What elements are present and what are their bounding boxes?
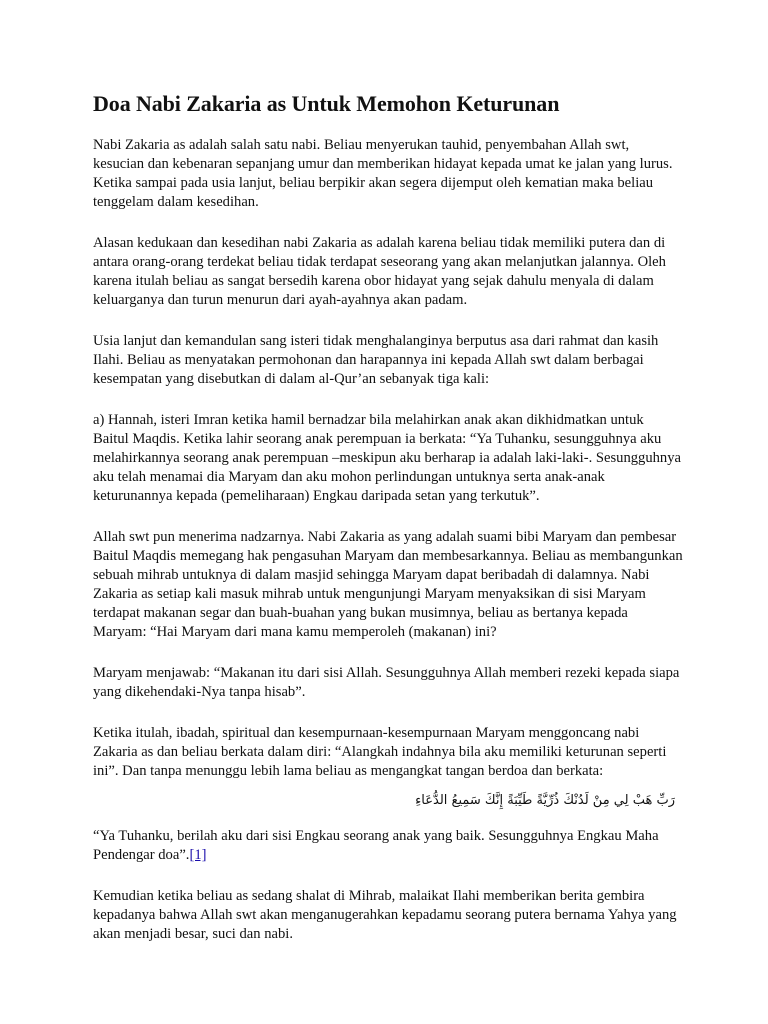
paragraph-1: Nabi Zakaria as adalah salah satu nabi. Beliau menyerukan tauhid, penyembahan Allah swt, kesucian dan kebenaran sepanjang umur dan memberikan hidayat kepada umat ke jalan yang lurus. Ketika sampai pada usia lanjut, beliau berpikir akan segera dijemput oleh kematian maka beliau tenggelam dalam kesedihan. xyxy=(93,137,673,210)
prayer-translation: “Ya Tuhanku, berilah aku dari sisi Engkau seorang anak yang baik. Sesungguhnya Engkau Maha Pendengar doa”. xyxy=(93,828,659,863)
footnote-link[interactable]: [1] xyxy=(189,847,207,863)
document-page xyxy=(93,88,683,966)
paragraph-6: Maryam menjawab: “Makanan itu dari sisi Allah. Sesungguhnya Allah memberi rezeki kepada siapa yang dikehendaki-Nya tanpa hisab”. xyxy=(93,665,680,700)
document-title: Doa Nabi Zakaria as Untuk Memohon Keturunan xyxy=(93,91,560,116)
paragraph-8 xyxy=(93,827,683,865)
paragraph-7: Ketika itulah, ibadah, spiritual dan kesempurnaan-kesempurnaan Maryam menggoncang nabi Zakaria as dan beliau berkata dalam diri: “Alangkah indahnya bila aku memiliki keturunan seperti ini”. Dan tanpa menunggu lebih lama beliau as mengangkat tangan berdoa dan berkata: xyxy=(93,725,667,779)
paragraph-2: Alasan kedukaan dan kesedihan nabi Zakaria as adalah karena beliau tidak memiliki putera dan di antara orang-orang terdekat beliau tidak terdapat seseorang yang akan melanjutkan jalannya. Oleh karena itulah beliau as sangat bersedih karena obor hidayat yang sejak dahulu menyala di dalam keluarganya dan turun menurun dari ayah-ayahnya akan padam. xyxy=(93,235,666,308)
paragraph-9: Kemudian ketika beliau as sedang shalat di Mihrab, malaikat Ilahi memberikan berita gembira kepadanya bahwa Allah swt akan menganugerahkan kepadamu seorang putera bernama Yahya yang akan menjadi besar, suci dan nabi. xyxy=(93,888,677,942)
arabic-prayer-verse: رَبِّ هَبْ لِي مِنْ لَدُنْكَ ذُرِّيَّةً طَيِّبَةً إِنَّكَ سَمِيعُ الدُّعَاءِ xyxy=(415,793,675,808)
paragraph-4: a) Hannah, isteri Imran ketika hamil bernadzar bila melahirkan anak akan dikhidmatkan untuk Baitul Maqdis. Ketika lahir seorang anak perempuan ia berkata: “Ya Tuhanku, sesungguhnya aku melahirkannya seorang anak perempuan –meskipun aku berharap ia adalah laki-laki-. Sesungguhnya aku telah menamai dia Maryam dan aku mohon perlindungan untuknya serta anak-anak keturunannya kepada (pemeliharaan) Engkau daripada setan yang terkutuk”. xyxy=(93,412,681,504)
paragraph-5: Allah swt pun menerima nadzarnya. Nabi Zakaria as yang adalah suami bibi Maryam dan pembesar Baitul Maqdis memegang hak pengasuhan Maryam dan membesarkannya. Beliau as membangunkan sebuah mihrab untuknya di dalam masjid sehingga Maryam dapat beribadah di dalamnya. Nabi Zakaria as setiap kali masuk mihrab untuk mengunjungi Maryam menyaksikan di sisi Maryam terdapat makanan segar dan buah-buahan yang bukan musimnya, beliau as bertanya kepada Maryam: “Hai Maryam dari mana kamu memperoleh (makanan) ini? xyxy=(93,529,683,640)
paragraph-3: Usia lanjut dan kemandulan sang isteri tidak menghalanginya berputus asa dari rahmat dan kasih Ilahi. Beliau as menyatakan permohonan dan harapannya ini kepada Allah swt dalam berbagai kesempatan yang disebutkan di dalam al-Qur’an sebanyak tiga kali: xyxy=(93,333,659,387)
